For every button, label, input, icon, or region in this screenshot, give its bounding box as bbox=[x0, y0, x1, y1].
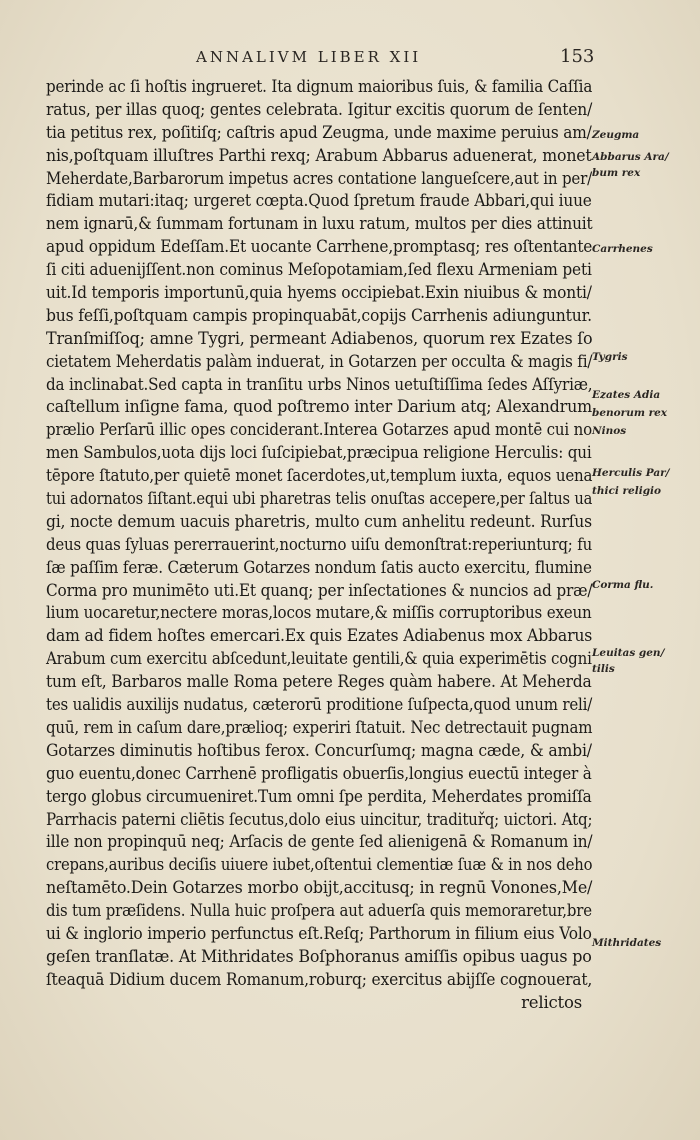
text-line: cietatem Meherdatis palàm induerat, in Gotarzen per occulta & magis fi/ bbox=[46, 351, 593, 371]
text-line: Gotarzes diminutis hoſtibus ferox. Concurſumq; magna cæde, & ambi/ bbox=[46, 740, 592, 760]
text-line: Arabum cum exercitu abſcedunt,leuitate gentili,& quia experimētis cogni bbox=[46, 649, 592, 669]
margin-note: bum rex bbox=[592, 167, 641, 179]
main-text bbox=[46, 76, 593, 1015]
running-title: ANNALIVM LIBER XII bbox=[196, 48, 422, 66]
text-line: bus feſſi,poſtquam campis propinquabāt,copijs Carrhenis adiunguntur. bbox=[46, 305, 592, 325]
text-line: nem ignarū,& ſummam fortunam in luxu ratum, multos per dies attinuit bbox=[46, 214, 593, 234]
page-number: 153 bbox=[560, 46, 595, 67]
text-line: quū, rem in caſum dare,prælioq; experiri ſtatuit. Nec detrectauit pugnam bbox=[46, 717, 593, 737]
text-line: ratus, per illas quoq; gentes celebrata. Igitur excitis quorum de ſenten/ bbox=[46, 99, 593, 119]
margin-note: Ninos bbox=[592, 425, 627, 437]
text-line: gi, nocte demum uacuis pharetris, multo cum anhelitu redeunt. Rurſus bbox=[46, 511, 592, 531]
text-line: ſi citi aduenijſſent.non cominus Meſopotamiam,ſed flexu Armeniam peti bbox=[46, 260, 592, 280]
margin-note: Tygris bbox=[592, 351, 628, 363]
margin-note: Ezates Adia bbox=[592, 389, 661, 401]
text-line: tui adornatos ſiſtant.equi ubi pharetras telis onuſtas accepere,per ſaltus ua bbox=[46, 489, 593, 509]
text-line: ui & inglorio imperio perfunctus eſt.Reſq; Parthorum in filium eius Volo bbox=[46, 923, 592, 943]
text-line: ſteaquā Didium ducem Romanum,roburq; exercitus abijſſe cognouerat, bbox=[46, 969, 593, 989]
text-line: ſæ paſſim feræ. Cæterum Gotarzes nondum ſatis aucto exercitu, flumine bbox=[46, 557, 592, 577]
text-line: fidiam mutari:itaq; urgeret cœpta.Quod ſpretum fraude Abbari,qui iuue bbox=[46, 191, 592, 211]
text-line: prælio Perſarū illic opes conciderant.Interea Gotarzes apud montē cui no bbox=[46, 420, 592, 440]
text-line: tēpore ſtatuto,per quietē monet ſacerdotes,ut,templum iuxta, equos uena bbox=[46, 466, 593, 486]
text-line: ille non propinquū neq; Arſacis de gente ſed alienigenā & Romanum in/ bbox=[46, 832, 593, 852]
text-line: men Sambulos,uota dijs loci ſuſcipiebat,præcipua religione Herculis: qui bbox=[46, 443, 592, 463]
text-line: lium uocaretur,nectere moras,locos mutare,& miſſis corruptoribus exeun bbox=[46, 603, 592, 623]
text-line: deus quas ſyluas pererrauerint,nocturno uiſu demonſtrat:reperiunturq; fu bbox=[46, 534, 593, 554]
text-line: uit.Id temporis importunū,quia hyems occipiebat.Exin niuibus & monti/ bbox=[46, 283, 592, 303]
running-head bbox=[0, 46, 700, 70]
margin-note: Herculis Par/ bbox=[592, 467, 670, 479]
text-line: Parrhacis paterni cliētis ſecutus,dolo eius uincitur, tradituřq; uictori. Atq; bbox=[46, 809, 593, 829]
text-line: neſtamēto.Dein Gotarzes morbo obijt,accitusq; in regnū Vonones,Me/ bbox=[46, 878, 593, 898]
text-line: guo euentu,donec Carrhenē profligatis obuerſis,longius euectū integer à bbox=[46, 763, 592, 783]
text-line: tergo globus circumueniret.Tum omni ſpe perdita, Meherdates promiſſa bbox=[46, 786, 592, 806]
margin-note: Leuitas gen/ bbox=[592, 647, 665, 659]
margin-note: Mithridates bbox=[592, 937, 662, 949]
text-line: geſen tranſlatæ. At Mithridates Boſphoranus amiſſis opibus uagus po bbox=[46, 946, 592, 966]
text-line: dis tum præſidens. Nulla huic proſpera aut aduerſa quis memoraretur,bre bbox=[46, 901, 592, 921]
text-line: tes ualidis auxilijs nudatus, cæterorū proditione ſuſpecta,quod unum reli/ bbox=[46, 695, 593, 715]
margin-note: benorum rex bbox=[592, 407, 668, 419]
text-line: crepans,auribus deciſis uiuere iubet,oſtentui clementiæ ſuæ & in nos deho bbox=[46, 855, 593, 875]
text-line: nis,poſtquam illuſtres Parthi rexq; Arabum Abbarus aduenerat, monet bbox=[46, 145, 592, 165]
catchword: relictos bbox=[521, 992, 582, 1012]
text-line: tia petitus rex, poſitiſq; caſtris apud Zeugma, unde maxime peruius am/ bbox=[46, 122, 592, 142]
text-line: perinde ac ſi hoſtis ingrueret. Ita dignum maioribus ſuis, & familia Caſſia bbox=[46, 77, 593, 96]
text-line: apud oppidum Edeſſam.Et uocante Carrhene,promptasq; res oſtentante bbox=[46, 237, 593, 257]
text-line: da inclinabat.Sed capta in tranſitu urbs Ninos uetuſtiſſima ſedes Aſſyriæ, bbox=[46, 374, 593, 394]
margin-note: Zeugma bbox=[592, 129, 640, 141]
text-line: tum eſt, Barbaros malle Roma petere Reges quàm habere. At Meherda bbox=[46, 672, 592, 692]
margin-note: Abbarus Ara/ bbox=[592, 151, 669, 163]
margin-note: tilis bbox=[592, 663, 615, 675]
margin-note: Corma flu. bbox=[592, 579, 654, 591]
margin-note: Carrhenes bbox=[592, 243, 653, 255]
text-line: Corma pro munimēto uti.Et quanq; per inſectationes & nuncios ad præ/ bbox=[46, 580, 593, 600]
text-line: Meherdate,Barbarorum impetus acres contatione langueſcere,aut in per/ bbox=[46, 168, 593, 188]
text-line: caſtellum inſigne fama, quod poſtremo inter Darium atq; Alexandrum bbox=[46, 397, 592, 417]
text-line: Tranſmiſſoq; amne Tygri, permeant Adiabenos, quorum rex Ezates ſo bbox=[46, 328, 593, 348]
margin-note: thici religio bbox=[592, 485, 662, 497]
text-line: dam ad fidem hoſtes emercari.Ex quis Ezates Adiabenus mox Abbarus bbox=[46, 626, 593, 646]
